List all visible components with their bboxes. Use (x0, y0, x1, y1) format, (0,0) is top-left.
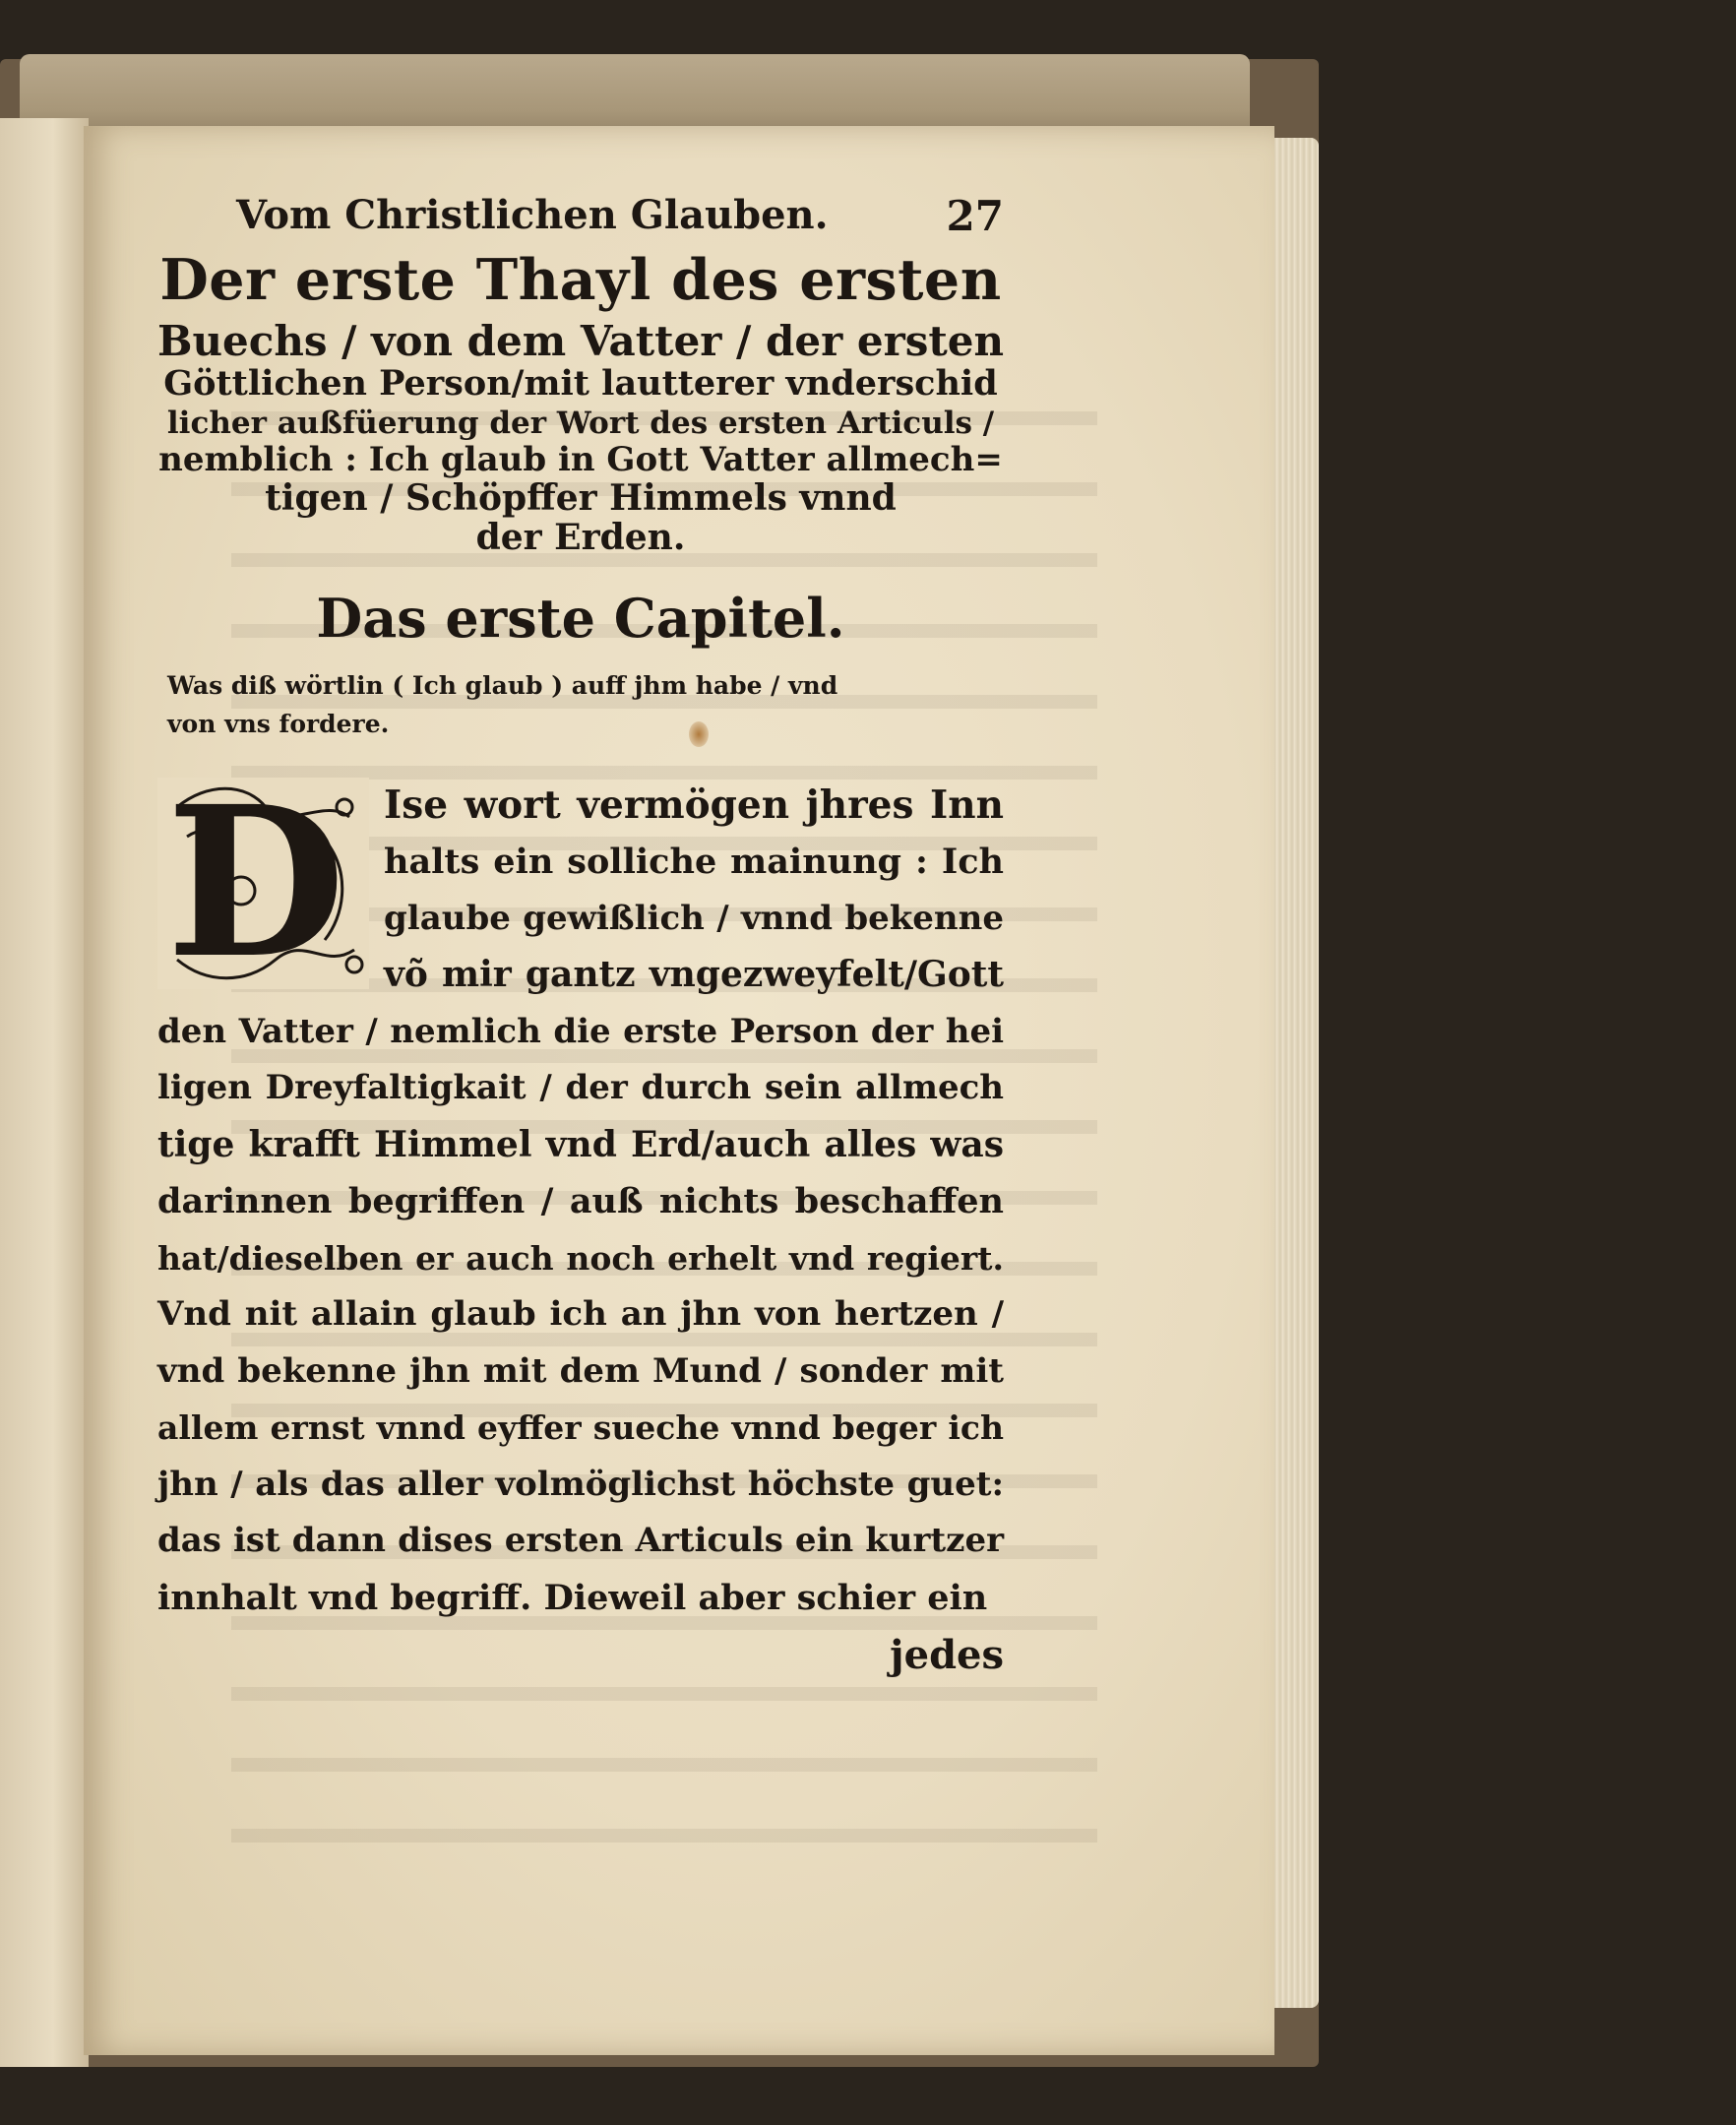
body-line: jhn / als das aller volmöglichst höchste guet: (157, 1464, 1004, 1504)
body-line: das ist dann dises ersten Articuls ein kurtzer (157, 1521, 1004, 1561)
body-line: tige krafft Himmel vnd Erd/auch alles was (157, 1123, 1004, 1165)
text-column (157, 192, 1004, 1678)
body-line: allem ernst vnnd eyffer sueche vnnd beger ich (157, 1408, 1004, 1448)
body-line: Vnd nit allain glaub ich an jhn von hertzen / (157, 1294, 1004, 1335)
left-page-edge (0, 118, 89, 2067)
body-text (157, 778, 1004, 1679)
decorated-initial (157, 778, 369, 989)
body-line: innhalt vnd begriff. Dieweil aber schier ein (157, 1577, 988, 1618)
ornament-flourish-icon (157, 778, 369, 989)
body-line: halts ein solliche mainung : Ich (384, 842, 1004, 883)
running-head (157, 192, 1004, 247)
body-line: glaube gewißlich / vnnd bekenne (384, 898, 1004, 938)
body-line: darinnen begriffen / auß nichts beschaffen (157, 1181, 1004, 1222)
page-number: 27 (946, 192, 1004, 240)
body-line: ligen Dreyfaltigkait / der durch sein allmech (157, 1068, 1004, 1108)
section-heading (157, 249, 1004, 557)
initial-letter: D (165, 777, 346, 989)
heading-line: tigen / Schöpffer Himmels vnnd (265, 476, 897, 519)
body-line: vnd bekenne jhn mit dem Mund / sonder mit (157, 1350, 1004, 1391)
chapter-summary (157, 667, 1004, 744)
running-head-title: Vom Christlichen Glauben. (236, 192, 829, 238)
catchword: jedes (890, 1632, 1004, 1679)
body-line: Ise wort vermögen jhres Inn (384, 781, 1004, 828)
heading-line: Buechs / von dem Vatter / der ersten (157, 316, 1004, 365)
heading-line: Göttlichen Person/mit lautterer vnderschid (163, 362, 998, 404)
heading-line: der Erden. (475, 517, 686, 559)
body-line: hat/dieselben er auch noch erhelt vnd regiert. (157, 1238, 1004, 1278)
heading-line: nemblich : Ich glaub in Gott Vatter allmech= (158, 439, 1003, 479)
heading-line: licher außfüerung der Wort des ersten Articuls / (166, 406, 995, 442)
body-line: den Vatter / nemlich die erste Person der hei (157, 1011, 1004, 1051)
body-line: võ mir gantz vngezweyfelt/Gott (384, 954, 1004, 996)
summary-line: von vns fordere. (167, 710, 390, 739)
chapter-title: Das erste Capitel. (316, 587, 845, 651)
heading-line: Der erste Thayl des ersten (159, 247, 1002, 313)
summary-line: Was diß wörtlin ( Ich glaub ) auff jhm habe / vnd (167, 671, 838, 701)
